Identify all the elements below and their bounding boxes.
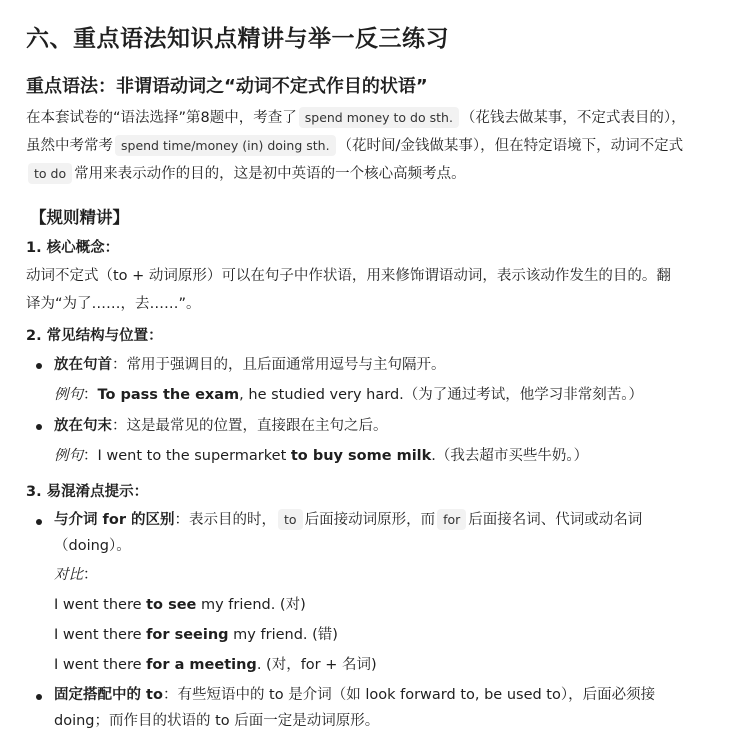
compare-example-1: I went there to see my friend. (对) <box>54 597 306 613</box>
compare-example-2: I went there for seeing my friend. (错) <box>54 627 338 643</box>
inline-code: spend time/money (in) doing sth. <box>115 135 336 156</box>
bullet-dot <box>36 424 42 430</box>
compare-label: 对比： <box>54 567 98 583</box>
bullet-dot <box>36 519 42 525</box>
bullet-sentence-end: 放在句末：这是最常见的位置，直接跟在主句之后。 <box>54 418 388 434</box>
intro-line-2: 虽然中考常考 spend time/money (in) doing sth. （花时间/金钱做某事），但在特定语境下，动词不定式 <box>26 132 722 160</box>
bullet-fixed-collocation: 固定搭配中的 to：有些短语中的 to 是介词（如 look forward to, be used to），后面必须接 doing；而作目的状语的 to 后面一定是动词原形。 <box>54 687 656 729</box>
bullet-dot <box>36 363 42 369</box>
inline-code: to <box>278 509 303 530</box>
bullet-for-difference: 与介词 for 的区别：表示目的时， to 后面接动词原形，而 for 后面接名词、代词或动名词 （doing）。 <box>54 507 720 559</box>
bullet-dot <box>36 694 42 700</box>
intro-paragraph <box>26 104 722 188</box>
example-sentence-end: 例句：I went to the supermarket to buy some milk.（我去超市买些牛奶。） <box>54 448 589 464</box>
intro-line-3: to do 常用来表示动作的目的，这是初中英语的一个核心高频考点。 <box>26 160 722 188</box>
structure-heading: 2. 常见结构与位置： <box>26 328 163 344</box>
rules-heading: 【规则精讲】 <box>30 208 129 227</box>
example-sentence-start: 例句：To pass the exam, he studied very hard.（为了通过考试，他学习非常刻苦。） <box>54 387 644 403</box>
compare-example-3: I went there for a meeting. (对，for + 名词) <box>54 657 377 673</box>
inline-code: spend money to do sth. <box>299 107 459 128</box>
page-title: 六、重点语法知识点精讲与举一反三练习 <box>26 26 449 52</box>
bullet-sentence-start: 放在句首：常用于强调目的，且后面通常用逗号与主句隔开。 <box>54 357 446 373</box>
inline-code: for <box>437 509 466 530</box>
section-subtitle: 重点语法：非谓语动词之“动词不定式作目的状语” <box>26 76 428 97</box>
confusion-heading: 3. 易混淆点提示： <box>26 484 149 500</box>
intro-line-1: 在本套试卷的“语法选择”第8题中，考查了 spend money to do sth. （花钱去做某事，不定式表目的）， <box>26 104 722 132</box>
inline-code: to do <box>28 163 72 184</box>
core-concept-paragraph: 动词不定式（to + 动词原形）可以在句子中作状语，用来修饰谓语动词，表示该动作发生的目的。翻 译为“为了……，去……”。 <box>26 268 671 312</box>
core-concept-heading: 1. 核心概念： <box>26 240 120 256</box>
